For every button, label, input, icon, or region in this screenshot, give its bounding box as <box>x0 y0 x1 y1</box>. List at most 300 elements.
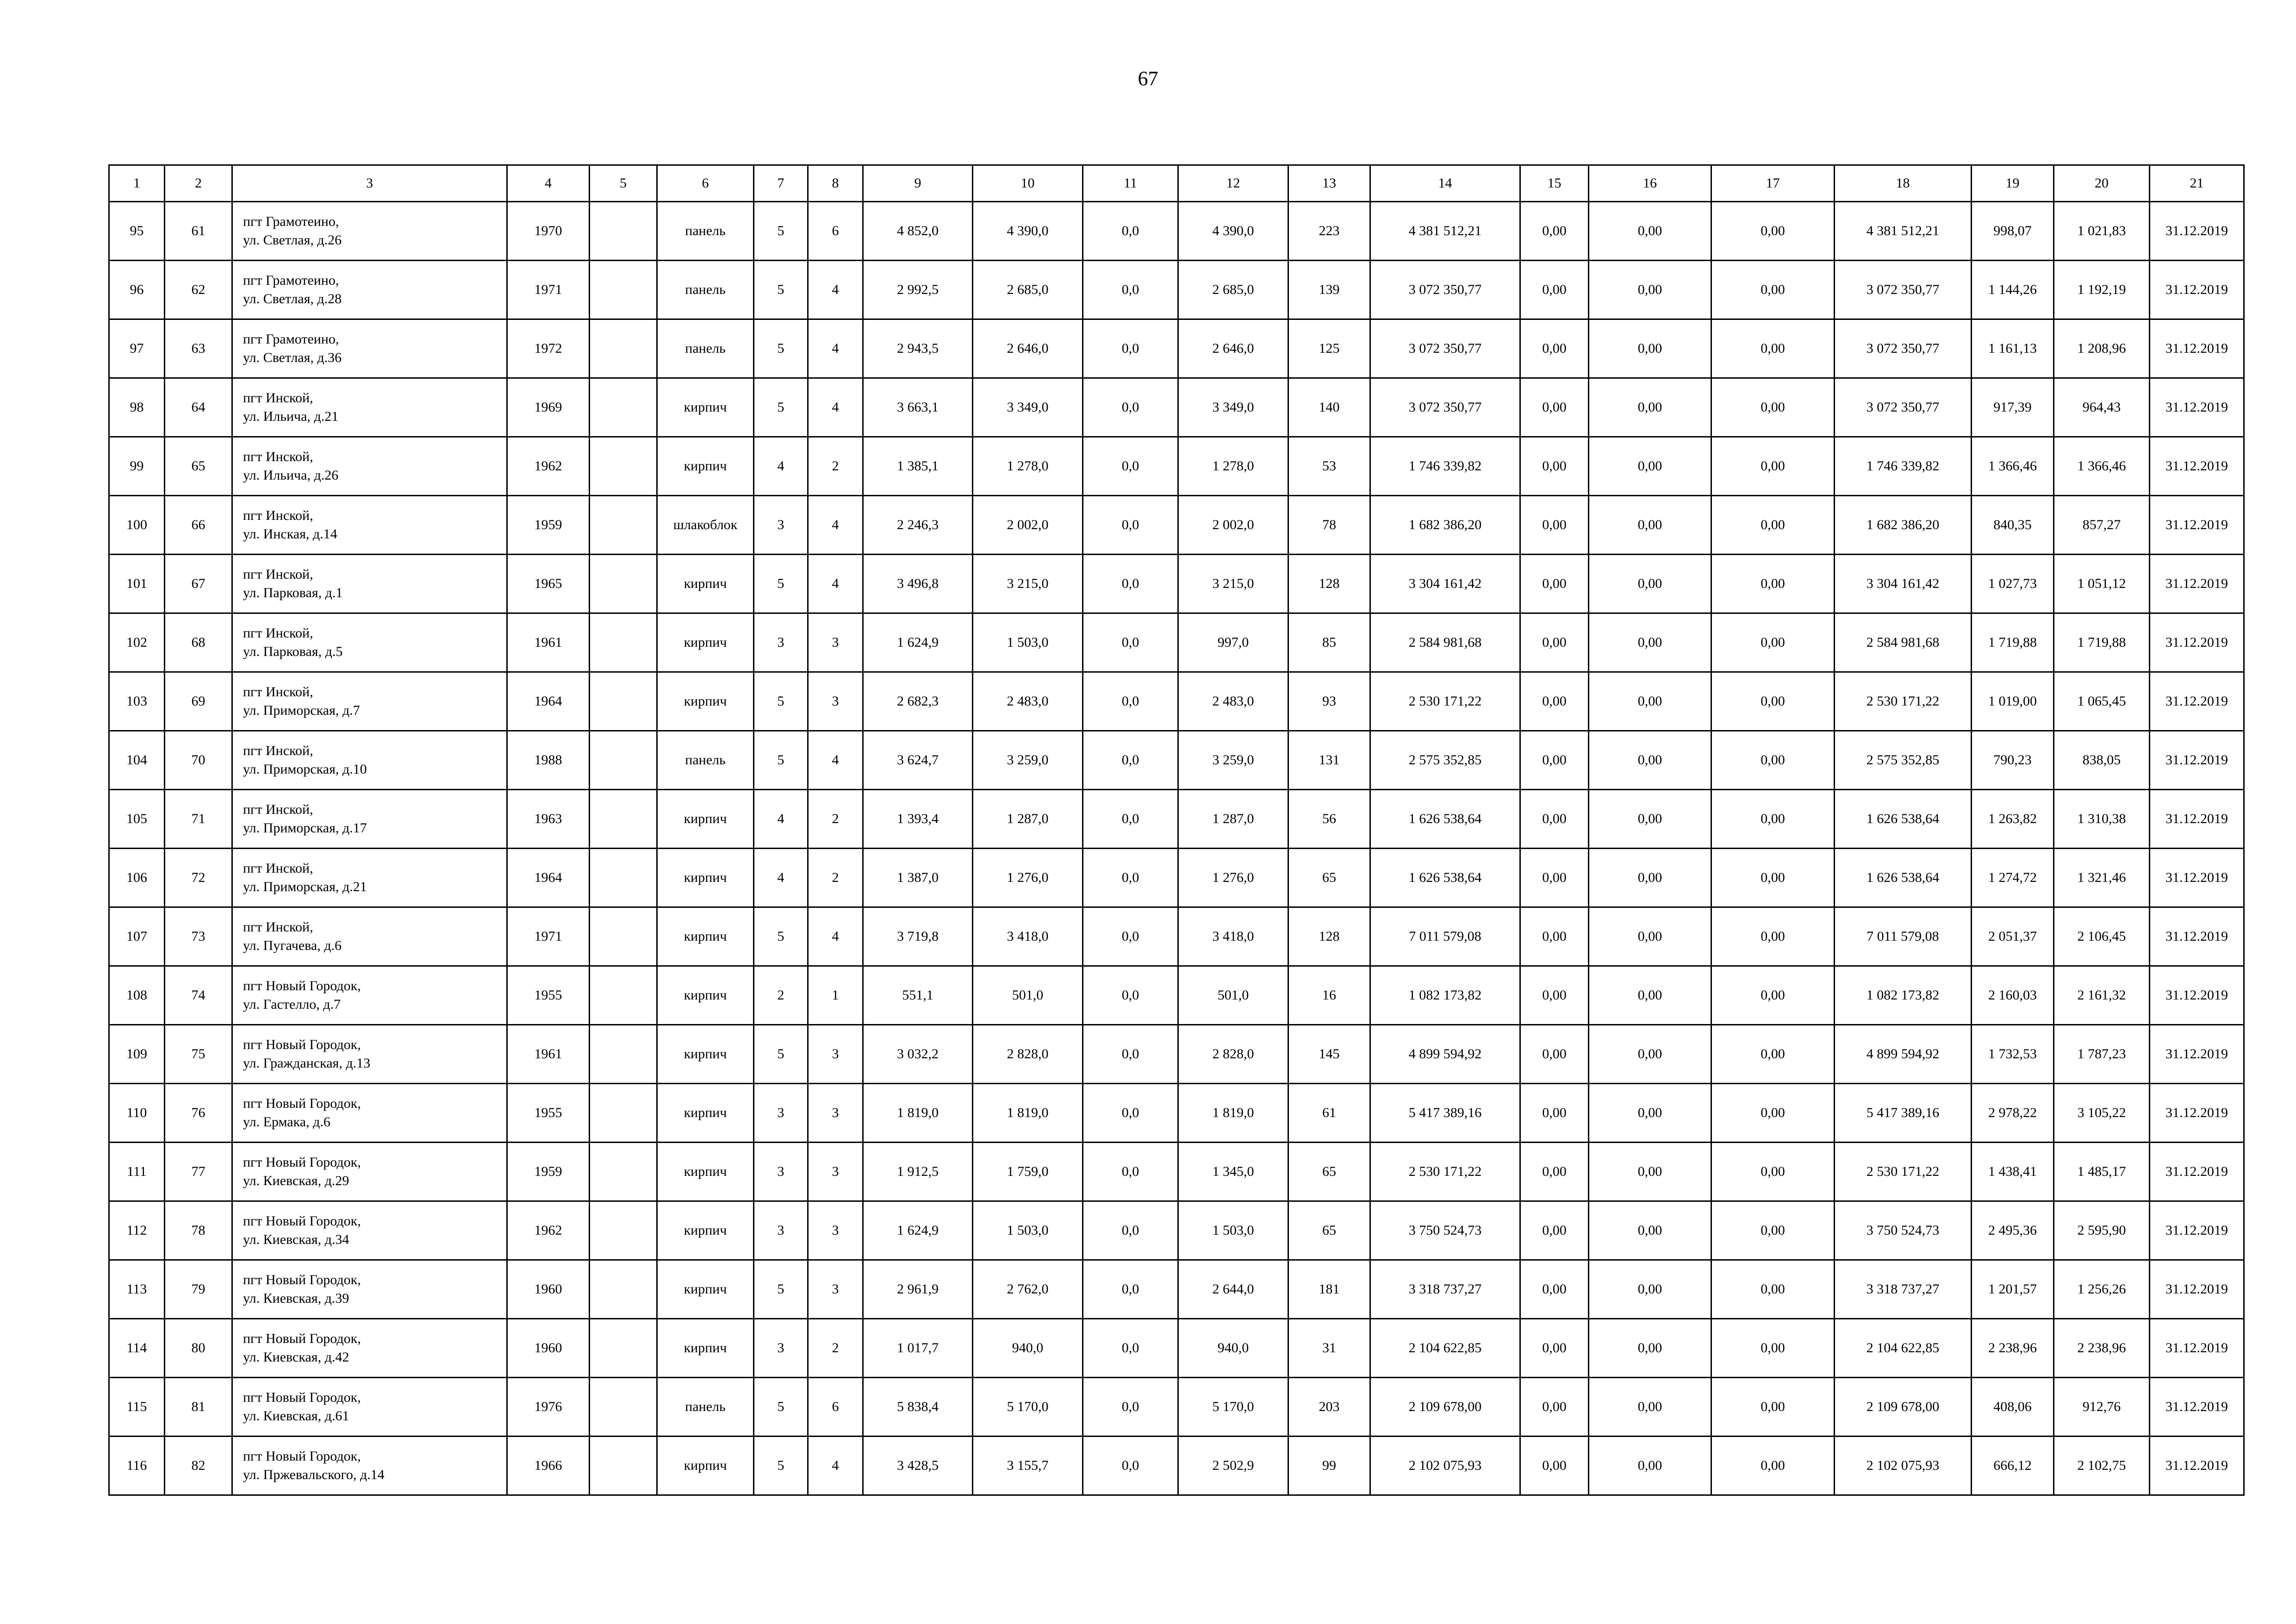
address-cell <box>232 202 507 261</box>
cell-col-12: 1 278,0 <box>1178 437 1288 496</box>
cell-col-10: 1 287,0 <box>973 790 1083 849</box>
cell-col-15: 0,00 <box>1520 1378 1589 1437</box>
cell-col-5 <box>590 261 657 319</box>
cell-col-6: панель <box>657 261 754 319</box>
column-header: 12 <box>1178 165 1288 202</box>
cell-col-15: 0,00 <box>1520 437 1589 496</box>
table-row <box>109 1260 2244 1319</box>
address-settlement: пгт Новый Городок, <box>243 1155 361 1170</box>
cell-col-15: 0,00 <box>1520 907 1589 966</box>
cell-col-7: 5 <box>754 907 808 966</box>
cell-col-20: 857,27 <box>2054 496 2150 555</box>
column-header: 19 <box>1972 165 2054 202</box>
cell-col-8: 3 <box>808 1025 863 1084</box>
housing-registry-table <box>108 164 2245 1496</box>
address-street: ул. Приморская, д.7 <box>243 703 360 718</box>
cell-col-20: 1 485,17 <box>2054 1143 2150 1201</box>
cell-col-16: 0,00 <box>1589 1378 1711 1437</box>
cell-col-20: 2 595,90 <box>2054 1201 2150 1260</box>
address-cell <box>232 672 507 731</box>
cell-col-19: 666,12 <box>1972 1437 2054 1495</box>
address-settlement: пгт Инской, <box>243 449 313 464</box>
cell-col-2: 63 <box>165 319 232 378</box>
cell-col-19: 2 978,22 <box>1972 1084 2054 1143</box>
cell-col-11: 0,0 <box>1083 731 1178 790</box>
cell-col-5 <box>590 555 657 613</box>
cell-col-18: 2 575 352,85 <box>1835 731 1972 790</box>
cell-col-21: 31.12.2019 <box>2150 1143 2244 1201</box>
column-header: 1 <box>109 165 165 202</box>
address-cell <box>232 437 507 496</box>
cell-col-6: кирпич <box>657 1084 754 1143</box>
table-row <box>109 849 2244 907</box>
cell-col-16: 0,00 <box>1589 496 1711 555</box>
cell-col-15: 0,00 <box>1520 1084 1589 1143</box>
cell-col-15: 0,00 <box>1520 1201 1589 1260</box>
cell-col-9: 3 719,8 <box>863 907 973 966</box>
cell-col-20: 3 105,22 <box>2054 1084 2150 1143</box>
cell-col-2: 61 <box>165 202 232 261</box>
cell-col-13: 56 <box>1288 790 1370 849</box>
cell-col-16: 0,00 <box>1589 1437 1711 1495</box>
cell-col-9: 3 428,5 <box>863 1437 973 1495</box>
cell-col-2: 78 <box>165 1201 232 1260</box>
cell-col-13: 128 <box>1288 555 1370 613</box>
cell-col-6: кирпич <box>657 672 754 731</box>
cell-col-11: 0,0 <box>1083 202 1178 261</box>
cell-col-17: 0,00 <box>1711 1319 1835 1378</box>
cell-col-6: панель <box>657 202 754 261</box>
cell-col-14: 1 626 538,64 <box>1370 849 1520 907</box>
cell-col-14: 5 417 389,16 <box>1370 1084 1520 1143</box>
cell-col-2: 69 <box>165 672 232 731</box>
cell-col-8: 3 <box>808 1201 863 1260</box>
cell-col-14: 3 072 350,77 <box>1370 261 1520 319</box>
cell-col-4: 1955 <box>507 966 590 1025</box>
cell-col-15: 0,00 <box>1520 672 1589 731</box>
cell-col-11: 0,0 <box>1083 966 1178 1025</box>
address-settlement: пгт Новый Городок, <box>243 1331 361 1346</box>
cell-col-9: 1 912,5 <box>863 1143 973 1201</box>
cell-col-2: 70 <box>165 731 232 790</box>
cell-col-5 <box>590 319 657 378</box>
cell-col-2: 82 <box>165 1437 232 1495</box>
table-row <box>109 1437 2244 1495</box>
cell-col-8: 3 <box>808 672 863 731</box>
cell-col-13: 78 <box>1288 496 1370 555</box>
address-cell <box>232 319 507 378</box>
cell-col-16: 0,00 <box>1589 1025 1711 1084</box>
cell-col-12: 1 287,0 <box>1178 790 1288 849</box>
cell-col-21: 31.12.2019 <box>2150 378 2244 437</box>
cell-col-7: 4 <box>754 790 808 849</box>
cell-col-11: 0,0 <box>1083 319 1178 378</box>
cell-col-9: 3 496,8 <box>863 555 973 613</box>
cell-col-9: 1 387,0 <box>863 849 973 907</box>
cell-col-18: 3 072 350,77 <box>1835 261 1972 319</box>
cell-col-20: 1 065,45 <box>2054 672 2150 731</box>
cell-col-16: 0,00 <box>1589 613 1711 672</box>
cell-col-21: 31.12.2019 <box>2150 437 2244 496</box>
cell-col-1: 112 <box>109 1201 165 1260</box>
cell-col-18: 1 626 538,64 <box>1835 849 1972 907</box>
cell-col-15: 0,00 <box>1520 1319 1589 1378</box>
cell-col-17: 0,00 <box>1711 1084 1835 1143</box>
table-row <box>109 1025 2244 1084</box>
cell-col-7: 5 <box>754 1025 808 1084</box>
cell-col-20: 1 051,12 <box>2054 555 2150 613</box>
cell-col-6: кирпич <box>657 613 754 672</box>
cell-col-7: 3 <box>754 1084 808 1143</box>
cell-col-11: 0,0 <box>1083 1201 1178 1260</box>
cell-col-8: 3 <box>808 1143 863 1201</box>
cell-col-19: 917,39 <box>1972 378 2054 437</box>
cell-col-20: 964,43 <box>2054 378 2150 437</box>
address-street: ул. Приморская, д.10 <box>243 762 367 777</box>
cell-col-1: 96 <box>109 261 165 319</box>
cell-col-7: 3 <box>754 613 808 672</box>
address-cell <box>232 613 507 672</box>
cell-col-13: 125 <box>1288 319 1370 378</box>
column-header: 4 <box>507 165 590 202</box>
cell-col-13: 65 <box>1288 849 1370 907</box>
cell-col-10: 1 278,0 <box>973 437 1083 496</box>
cell-col-20: 1 321,46 <box>2054 849 2150 907</box>
cell-col-19: 408,06 <box>1972 1378 2054 1437</box>
cell-col-5 <box>590 1378 657 1437</box>
cell-col-12: 1 345,0 <box>1178 1143 1288 1201</box>
cell-col-13: 181 <box>1288 1260 1370 1319</box>
cell-col-8: 4 <box>808 378 863 437</box>
cell-col-9: 3 624,7 <box>863 731 973 790</box>
cell-col-10: 1 759,0 <box>973 1143 1083 1201</box>
cell-col-17: 0,00 <box>1711 1025 1835 1084</box>
cell-col-9: 2 992,5 <box>863 261 973 319</box>
cell-col-1: 115 <box>109 1378 165 1437</box>
address-cell <box>232 1319 507 1378</box>
cell-col-16: 0,00 <box>1589 1260 1711 1319</box>
column-header: 8 <box>808 165 863 202</box>
cell-col-12: 940,0 <box>1178 1319 1288 1378</box>
cell-col-5 <box>590 731 657 790</box>
cell-col-1: 98 <box>109 378 165 437</box>
cell-col-7: 5 <box>754 202 808 261</box>
cell-col-12: 1 503,0 <box>1178 1201 1288 1260</box>
cell-col-13: 223 <box>1288 202 1370 261</box>
address-cell <box>232 1084 507 1143</box>
address-street: ул. Киевская, д.42 <box>243 1349 349 1365</box>
cell-col-8: 4 <box>808 1437 863 1495</box>
cell-col-18: 2 584 981,68 <box>1835 613 1972 672</box>
cell-col-4: 1959 <box>507 1143 590 1201</box>
cell-col-4: 1972 <box>507 319 590 378</box>
cell-col-8: 3 <box>808 1084 863 1143</box>
cell-col-20: 2 106,45 <box>2054 907 2150 966</box>
cell-col-14: 1 082 173,82 <box>1370 966 1520 1025</box>
cell-col-8: 2 <box>808 1319 863 1378</box>
cell-col-12: 2 644,0 <box>1178 1260 1288 1319</box>
cell-col-6: кирпич <box>657 966 754 1025</box>
cell-col-8: 4 <box>808 555 863 613</box>
cell-col-4: 1961 <box>507 1025 590 1084</box>
address-street: ул. Киевская, д.29 <box>243 1173 349 1188</box>
cell-col-7: 3 <box>754 1143 808 1201</box>
cell-col-15: 0,00 <box>1520 790 1589 849</box>
cell-col-21: 31.12.2019 <box>2150 907 2244 966</box>
cell-col-5 <box>590 378 657 437</box>
address-settlement: пгт Инской, <box>243 684 313 700</box>
cell-col-12: 2 685,0 <box>1178 261 1288 319</box>
header-row <box>109 165 2244 202</box>
cell-col-5 <box>590 1201 657 1260</box>
cell-col-18: 1 682 386,20 <box>1835 496 1972 555</box>
cell-col-1: 100 <box>109 496 165 555</box>
address-settlement: пгт Инской, <box>243 625 313 641</box>
cell-col-4: 1960 <box>507 1260 590 1319</box>
cell-col-11: 0,0 <box>1083 1143 1178 1201</box>
cell-col-8: 2 <box>808 849 863 907</box>
address-cell <box>232 731 507 790</box>
table-row <box>109 378 2244 437</box>
cell-col-13: 139 <box>1288 261 1370 319</box>
cell-col-20: 912,76 <box>2054 1378 2150 1437</box>
cell-col-4: 1961 <box>507 613 590 672</box>
cell-col-9: 551,1 <box>863 966 973 1025</box>
cell-col-2: 77 <box>165 1143 232 1201</box>
cell-col-4: 1962 <box>507 1201 590 1260</box>
cell-col-21: 31.12.2019 <box>2150 966 2244 1025</box>
cell-col-21: 31.12.2019 <box>2150 790 2244 849</box>
cell-col-13: 145 <box>1288 1025 1370 1084</box>
cell-col-9: 2 943,5 <box>863 319 973 378</box>
cell-col-21: 31.12.2019 <box>2150 672 2244 731</box>
cell-col-10: 5 170,0 <box>973 1378 1083 1437</box>
cell-col-7: 5 <box>754 672 808 731</box>
cell-col-14: 3 750 524,73 <box>1370 1201 1520 1260</box>
cell-col-1: 111 <box>109 1143 165 1201</box>
address-settlement: пгт Инской, <box>243 802 313 817</box>
cell-col-15: 0,00 <box>1520 202 1589 261</box>
cell-col-11: 0,0 <box>1083 555 1178 613</box>
cell-col-20: 1 021,83 <box>2054 202 2150 261</box>
cell-col-2: 71 <box>165 790 232 849</box>
cell-col-7: 5 <box>754 261 808 319</box>
cell-col-8: 6 <box>808 202 863 261</box>
cell-col-15: 0,00 <box>1520 1025 1589 1084</box>
cell-col-21: 31.12.2019 <box>2150 613 2244 672</box>
cell-col-16: 0,00 <box>1589 731 1711 790</box>
cell-col-10: 2 685,0 <box>973 261 1083 319</box>
cell-col-17: 0,00 <box>1711 1437 1835 1495</box>
address-settlement: пгт Новый Городок, <box>243 1449 361 1464</box>
cell-col-2: 72 <box>165 849 232 907</box>
cell-col-17: 0,00 <box>1711 437 1835 496</box>
cell-col-16: 0,00 <box>1589 437 1711 496</box>
table-row <box>109 672 2244 731</box>
cell-col-10: 2 646,0 <box>973 319 1083 378</box>
address-street: ул. Ильича, д.26 <box>243 468 339 483</box>
cell-col-17: 0,00 <box>1711 202 1835 261</box>
cell-col-4: 1960 <box>507 1319 590 1378</box>
cell-col-14: 4 381 512,21 <box>1370 202 1520 261</box>
cell-col-12: 997,0 <box>1178 613 1288 672</box>
cell-col-19: 2 051,37 <box>1972 907 2054 966</box>
address-street: ул. Ильича, д.21 <box>243 409 339 424</box>
table-row <box>109 1378 2244 1437</box>
cell-col-13: 65 <box>1288 1143 1370 1201</box>
cell-col-14: 2 530 171,22 <box>1370 1143 1520 1201</box>
cell-col-9: 3 663,1 <box>863 378 973 437</box>
cell-col-12: 3 349,0 <box>1178 378 1288 437</box>
cell-col-6: панель <box>657 731 754 790</box>
cell-col-1: 105 <box>109 790 165 849</box>
address-cell <box>232 849 507 907</box>
cell-col-15: 0,00 <box>1520 966 1589 1025</box>
cell-col-6: кирпич <box>657 849 754 907</box>
cell-col-14: 2 104 622,85 <box>1370 1319 1520 1378</box>
cell-col-4: 1964 <box>507 672 590 731</box>
cell-col-19: 1 719,88 <box>1972 613 2054 672</box>
cell-col-5 <box>590 1260 657 1319</box>
cell-col-19: 1 027,73 <box>1972 555 2054 613</box>
address-street: ул. Парковая, д.1 <box>243 585 343 600</box>
address-street: ул. Гражданская, д.13 <box>243 1056 371 1071</box>
cell-col-17: 0,00 <box>1711 849 1835 907</box>
address-street: ул. Киевская, д.39 <box>243 1291 349 1306</box>
cell-col-5 <box>590 790 657 849</box>
cell-col-7: 5 <box>754 731 808 790</box>
cell-col-18: 2 530 171,22 <box>1835 672 1972 731</box>
cell-col-14: 1 626 538,64 <box>1370 790 1520 849</box>
cell-col-18: 7 011 579,08 <box>1835 907 1972 966</box>
cell-col-21: 31.12.2019 <box>2150 849 2244 907</box>
cell-col-14: 7 011 579,08 <box>1370 907 1520 966</box>
cell-col-21: 31.12.2019 <box>2150 319 2244 378</box>
cell-col-8: 4 <box>808 319 863 378</box>
cell-col-4: 1971 <box>507 261 590 319</box>
table-body <box>109 202 2244 1495</box>
address-settlement: пгт Новый Городок, <box>243 1213 361 1229</box>
table-row <box>109 1201 2244 1260</box>
cell-col-9: 1 017,7 <box>863 1319 973 1378</box>
cell-col-18: 3 072 350,77 <box>1835 319 1972 378</box>
cell-col-8: 4 <box>808 261 863 319</box>
cell-col-19: 2 238,96 <box>1972 1319 2054 1378</box>
cell-col-10: 940,0 <box>973 1319 1083 1378</box>
cell-col-19: 2 160,03 <box>1972 966 2054 1025</box>
cell-col-17: 0,00 <box>1711 1201 1835 1260</box>
cell-col-17: 0,00 <box>1711 731 1835 790</box>
cell-col-17: 0,00 <box>1711 378 1835 437</box>
cell-col-14: 3 072 350,77 <box>1370 319 1520 378</box>
cell-col-12: 2 828,0 <box>1178 1025 1288 1084</box>
cell-col-2: 74 <box>165 966 232 1025</box>
cell-col-10: 1 276,0 <box>973 849 1083 907</box>
cell-col-17: 0,00 <box>1711 1143 1835 1201</box>
address-settlement: пгт Новый Городок, <box>243 1037 361 1052</box>
cell-col-20: 1 310,38 <box>2054 790 2150 849</box>
page-number: 67 <box>1138 67 1158 90</box>
cell-col-12: 2 483,0 <box>1178 672 1288 731</box>
cell-col-17: 0,00 <box>1711 966 1835 1025</box>
cell-col-1: 108 <box>109 966 165 1025</box>
column-header: 16 <box>1589 165 1711 202</box>
cell-col-10: 2 483,0 <box>973 672 1083 731</box>
address-settlement: пгт Инской, <box>243 919 313 935</box>
cell-col-21: 31.12.2019 <box>2150 1084 2244 1143</box>
cell-col-6: кирпич <box>657 1319 754 1378</box>
cell-col-6: кирпич <box>657 437 754 496</box>
cell-col-7: 5 <box>754 555 808 613</box>
cell-col-14: 4 899 594,92 <box>1370 1025 1520 1084</box>
column-number-header <box>109 165 2244 202</box>
cell-col-12: 501,0 <box>1178 966 1288 1025</box>
cell-col-8: 4 <box>808 907 863 966</box>
cell-col-8: 6 <box>808 1378 863 1437</box>
cell-col-10: 1 503,0 <box>973 1201 1083 1260</box>
cell-col-6: кирпич <box>657 1260 754 1319</box>
cell-col-19: 840,35 <box>1972 496 2054 555</box>
cell-col-18: 3 072 350,77 <box>1835 378 1972 437</box>
column-header: 2 <box>165 165 232 202</box>
cell-col-13: 99 <box>1288 1437 1370 1495</box>
cell-col-10: 3 155,7 <box>973 1437 1083 1495</box>
cell-col-8: 2 <box>808 790 863 849</box>
cell-col-11: 0,0 <box>1083 613 1178 672</box>
cell-col-16: 0,00 <box>1589 555 1711 613</box>
cell-col-1: 116 <box>109 1437 165 1495</box>
cell-col-20: 838,05 <box>2054 731 2150 790</box>
table-row <box>109 261 2244 319</box>
cell-col-16: 0,00 <box>1589 378 1711 437</box>
cell-col-17: 0,00 <box>1711 613 1835 672</box>
cell-col-7: 5 <box>754 1260 808 1319</box>
table-row <box>109 907 2244 966</box>
column-header: 11 <box>1083 165 1178 202</box>
cell-col-21: 31.12.2019 <box>2150 496 2244 555</box>
cell-col-9: 1 385,1 <box>863 437 973 496</box>
cell-col-15: 0,00 <box>1520 555 1589 613</box>
cell-col-20: 2 238,96 <box>2054 1319 2150 1378</box>
cell-col-21: 31.12.2019 <box>2150 1260 2244 1319</box>
address-settlement: пгт Новый Городок, <box>243 978 361 993</box>
cell-col-18: 2 109 678,00 <box>1835 1378 1972 1437</box>
cell-col-21: 31.12.2019 <box>2150 1378 2244 1437</box>
cell-col-11: 0,0 <box>1083 1437 1178 1495</box>
cell-col-19: 1 366,46 <box>1972 437 2054 496</box>
cell-col-6: кирпич <box>657 378 754 437</box>
cell-col-2: 67 <box>165 555 232 613</box>
cell-col-14: 1 746 339,82 <box>1370 437 1520 496</box>
column-header: 5 <box>590 165 657 202</box>
cell-col-1: 113 <box>109 1260 165 1319</box>
cell-col-12: 3 215,0 <box>1178 555 1288 613</box>
cell-col-20: 1 719,88 <box>2054 613 2150 672</box>
cell-col-15: 0,00 <box>1520 261 1589 319</box>
cell-col-15: 0,00 <box>1520 1437 1589 1495</box>
cell-col-4: 1963 <box>507 790 590 849</box>
address-cell <box>232 1260 507 1319</box>
cell-col-11: 0,0 <box>1083 849 1178 907</box>
address-street: ул. Пугачева, д.6 <box>243 938 342 953</box>
cell-col-6: кирпич <box>657 1143 754 1201</box>
address-settlement: пгт Инской, <box>243 567 313 582</box>
cell-col-1: 102 <box>109 613 165 672</box>
cell-col-19: 1 201,57 <box>1972 1260 2054 1319</box>
cell-col-21: 31.12.2019 <box>2150 1025 2244 1084</box>
cell-col-19: 1 732,53 <box>1972 1025 2054 1084</box>
address-street: ул. Киевская, д.34 <box>243 1232 349 1247</box>
